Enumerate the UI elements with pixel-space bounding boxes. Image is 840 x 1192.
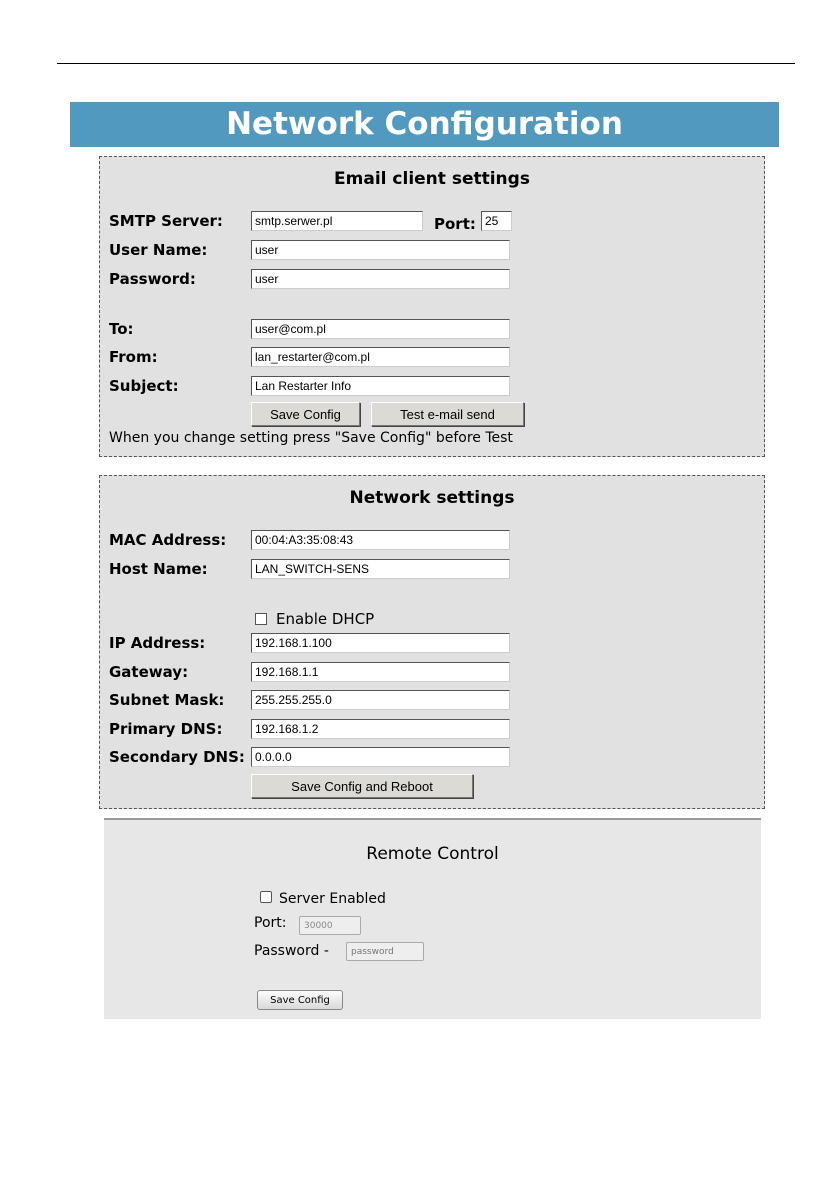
- email-settings-panel: [99, 156, 765, 457]
- save-config-button[interactable]: Save Config: [251, 402, 360, 426]
- secondary-dns-label: Secondary DNS:: [109, 748, 245, 766]
- mac-address-label: MAC Address:: [109, 531, 227, 549]
- remote-password-input[interactable]: [346, 942, 424, 961]
- user-name-input[interactable]: [251, 240, 510, 260]
- ip-address-label: IP Address:: [109, 634, 206, 652]
- page-title: Network Configuration: [70, 102, 779, 147]
- to-input[interactable]: [251, 319, 510, 339]
- top-rule: [57, 63, 795, 64]
- remote-save-config-button[interactable]: Save Config: [257, 990, 343, 1010]
- to-label: To:: [109, 320, 134, 338]
- smtp-server-input[interactable]: [251, 211, 423, 231]
- remote-port-input[interactable]: [299, 916, 361, 935]
- subject-label: Subject:: [109, 377, 179, 395]
- primary-dns-label: Primary DNS:: [109, 720, 223, 738]
- enable-dhcp-checkbox[interactable]: [255, 613, 267, 625]
- user-name-label: User Name:: [109, 241, 208, 259]
- save-before-test-note: When you change setting press "Save Config" before Test: [109, 430, 513, 446]
- remote-port-label: Port:: [254, 915, 287, 931]
- host-name-label: Host Name:: [109, 560, 208, 578]
- smtp-server-label: SMTP Server:: [109, 212, 223, 230]
- ip-address-input[interactable]: [251, 633, 510, 653]
- server-enabled-checkbox[interactable]: [260, 891, 272, 903]
- port-input[interactable]: [481, 211, 512, 231]
- server-enabled-label: Server Enabled: [279, 891, 386, 907]
- test-email-button[interactable]: Test e-mail send: [371, 402, 524, 426]
- subnet-mask-label: Subnet Mask:: [109, 691, 225, 709]
- from-input[interactable]: [251, 347, 510, 367]
- subject-input[interactable]: [251, 376, 510, 396]
- network-settings-heading: Network settings: [349, 488, 515, 508]
- email-settings-heading: Email client settings: [334, 169, 530, 189]
- primary-dns-input[interactable]: [251, 719, 510, 739]
- gateway-label: Gateway:: [109, 663, 189, 681]
- host-name-input[interactable]: [251, 559, 510, 579]
- remote-password-label: Password -: [254, 943, 329, 959]
- from-label: From:: [109, 348, 158, 366]
- network-settings-panel: [99, 475, 765, 809]
- save-config-reboot-button[interactable]: Save Config and Reboot: [251, 774, 473, 798]
- password-input[interactable]: [251, 269, 510, 289]
- subnet-mask-input[interactable]: [251, 690, 510, 710]
- remote-control-panel: [104, 818, 761, 1019]
- remote-control-heading: Remote Control: [366, 844, 499, 864]
- enable-dhcp-label: Enable DHCP: [276, 610, 375, 628]
- port-label: Port:: [434, 215, 476, 233]
- secondary-dns-input[interactable]: [251, 747, 510, 767]
- gateway-input[interactable]: [251, 662, 510, 682]
- password-label: Password:: [109, 270, 196, 288]
- mac-address-input[interactable]: [251, 530, 510, 550]
